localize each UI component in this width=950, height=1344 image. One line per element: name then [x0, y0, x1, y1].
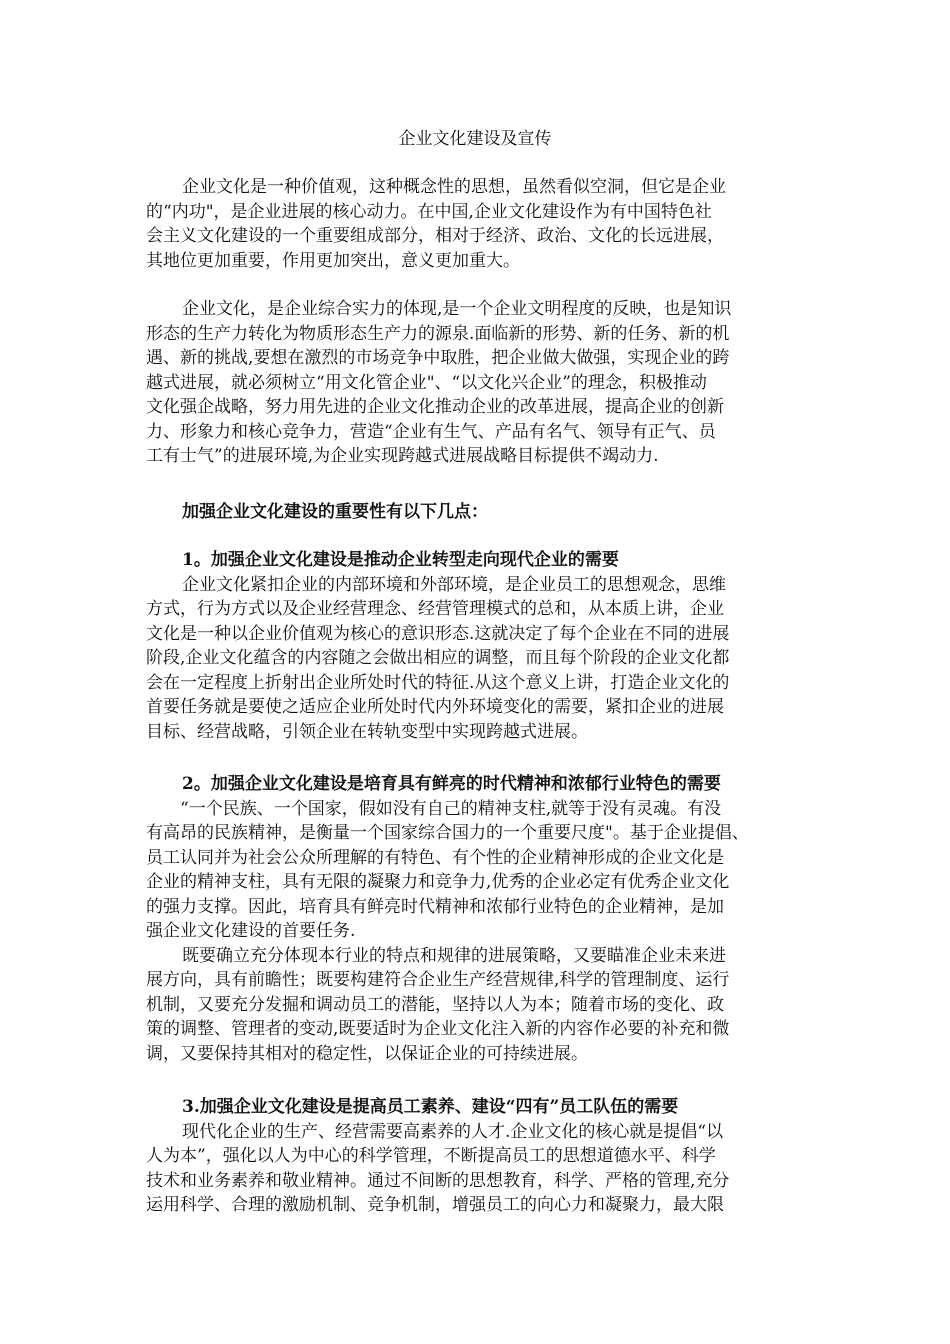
section-3 [146, 1095, 806, 1218]
text-line: 目标、经营战略，引领企业在转轨变型中实现跨越式进展。 [146, 721, 588, 742]
text-line: 策的调整、管理者的变动,既要适时为企业文化注入新的内容作必要的补充和微 [146, 1019, 730, 1039]
text-line: 企业的精神支柱，具有无限的凝聚力和竞争力,优秀的企业必定有优秀企业文化 [146, 872, 730, 892]
text-line: 既要确立充分体现本行业的特点和规律的进展策略，又要瞄准企业未来进 [182, 945, 726, 966]
text-line: 文化是一种以企业价值观为核心的意识形态.这就决定了每个企业在不同的进展 [146, 623, 730, 644]
text-line: 的“内功"，是企业进展的核心动力。在中国,企业文化建设作为有中国特色社 [146, 201, 712, 222]
document-title: 企业文化建设及宣传 [398, 129, 552, 149]
text-line: 强企业文化建设的首要任务. [146, 921, 356, 941]
text-line: 现代化企业的生产、经营需要高素养的人才.企业文化的核心就是提倡“以 [182, 1121, 724, 1142]
heading-text: 加强企业文化建设的重要性有以下几点： [182, 502, 488, 522]
text-line: 人为本”，强化以人为中心的科学管理，不断提高员工的思想道德水平、科学 [146, 1146, 716, 1166]
text-line: “一个民族、一个国家，假如没有自己的精神支柱,就等于没有灵魂。有没 [180, 798, 722, 819]
paragraph-culture [146, 297, 806, 469]
text-line: 技术和业务素养和敬业精神。通过不间断的思想教育，科学、严格的管理,充分 [146, 1170, 730, 1191]
text-line: 展方向，具有前瞻性；既要构建符合企业生产经营规律,科学的管理制度、运行 [146, 970, 730, 990]
text-line: 阶段,企业文化蕴含的内容随之会做出相应的调整，而且每个阶段的企业文化都 [146, 648, 730, 668]
importance-heading [146, 500, 806, 525]
text-line: 企业文化，是企业综合实力的体现,是一个企业文明程度的反映，也是知识 [182, 299, 732, 319]
text-line: 工有士气”的进展环境,为企业实现跨越式进展战略目标提供不竭动力. [146, 446, 659, 466]
text-line: 其地位更加重要，作用更加突出，意义更加重大。 [146, 250, 520, 271]
text-line: 有高昂的民族精神，是衡量一个国家综合国力的一个重要尺度"。基于企业提倡、 [146, 823, 749, 843]
section-1-heading: 1。加强企业文化建设是推动企业转型走向现代企业的需要 [182, 550, 619, 570]
text-line: 遇、新的挑战,要想在激烈的市场竞争中取胜，把企业做大做强，实现企业的跨 [146, 348, 730, 368]
text-line: 越式进展，就必须树立“用文化管企业"、“以文化兴企业”的理念，积极推动 [146, 372, 707, 393]
text-line: 员工认同并为社会公众所理解的有特色、有个性的企业精神形成的企业文化是 [146, 847, 724, 868]
text-line: 文化强企战略，努力用先进的企业文化推动企业的改革进展，提高企业的创新 [146, 397, 724, 417]
section-3-heading: 3.加强企业文化建设是提高员工素养、建设“四有”员工队伍的需要 [182, 1097, 679, 1117]
text-line: 方式，行为方式以及企业经营理念、经营管理模式的总和，从本质上讲，企业 [146, 599, 724, 619]
section-2-heading: 2。加强企业文化建设是培育具有鲜亮的时代精神和浓郁行业特色的需要 [182, 774, 721, 794]
paragraph-intro [146, 175, 806, 273]
text-line: 的强力支撑。因此，培育具有鲜亮时代精神和浓郁行业特色的企业精神，是加 [146, 896, 724, 917]
text-line: 调，又要保持其相对的稳定性，以保证企业的可持续进展。 [146, 1043, 588, 1064]
section-2 [146, 772, 806, 1066]
section-1 [146, 548, 806, 744]
text-line: 企业文化是一种价值观，这种概念性的思想，虽然看似空洞，但它是企业 [182, 177, 726, 197]
text-line: 运用科学、合理的激励机制、竞争机制，增强员工的向心力和凝聚力，最大限 [146, 1195, 724, 1215]
text-line: 首要任务就是要使之适应企业所处时代内外环境变化的需要，紧扣企业的进展 [146, 697, 724, 717]
text-line: 形态的生产力转化为物质形态生产力的源泉.面临新的形势、新的任务、新的机 [146, 323, 730, 344]
text-line: 会在一定程度上折射出企业所处时代的特征.从这个意义上讲，打造企业文化的 [146, 672, 730, 693]
text-line: 企业文化紧扣企业的内部环境和外部环境，是企业员工的思想观念，思维 [182, 574, 726, 595]
text-line: 会主义文化建设的一个重要组成部分，相对于经济、政治、文化的长远进展， [146, 226, 724, 246]
text-line: 力、形象力和核心竞争力，营造“企业有生气、产品有名气、领导有正气、员 [146, 421, 716, 442]
text-line: 机制，又要充分发掘和调动员工的潜能，坚持以人为本；随着市场的变化、政 [146, 994, 724, 1015]
